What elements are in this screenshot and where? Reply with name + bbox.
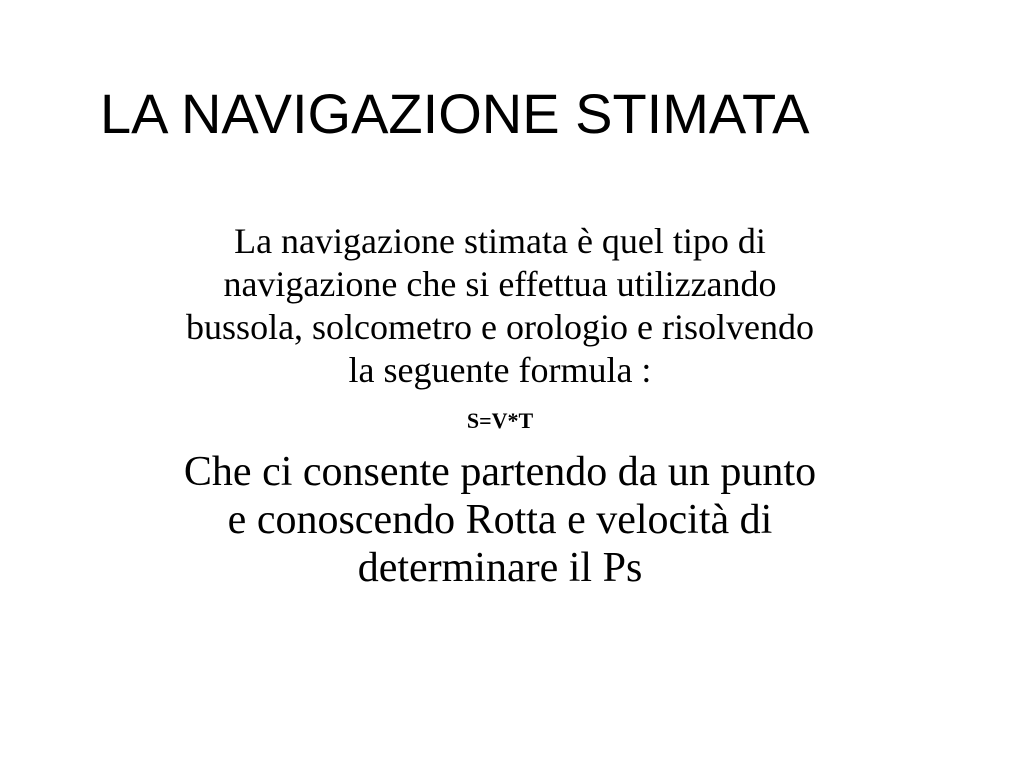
- intro-paragraph: La navigazione stimata è quel tipo di navigazione che si effettua utilizzando bussola, solcometro e orologio e risolvendo la seguente formula :: [186, 221, 814, 390]
- slide-body: [150, 220, 850, 592]
- slide-title: LA NAVIGAZIONE STIMATA: [100, 82, 810, 145]
- formula: S=V*T: [466, 408, 534, 433]
- conclusion-paragraph: Che ci consente partendo da un punto e conoscendo Rotta e velocità di determinare il Ps: [183, 449, 817, 591]
